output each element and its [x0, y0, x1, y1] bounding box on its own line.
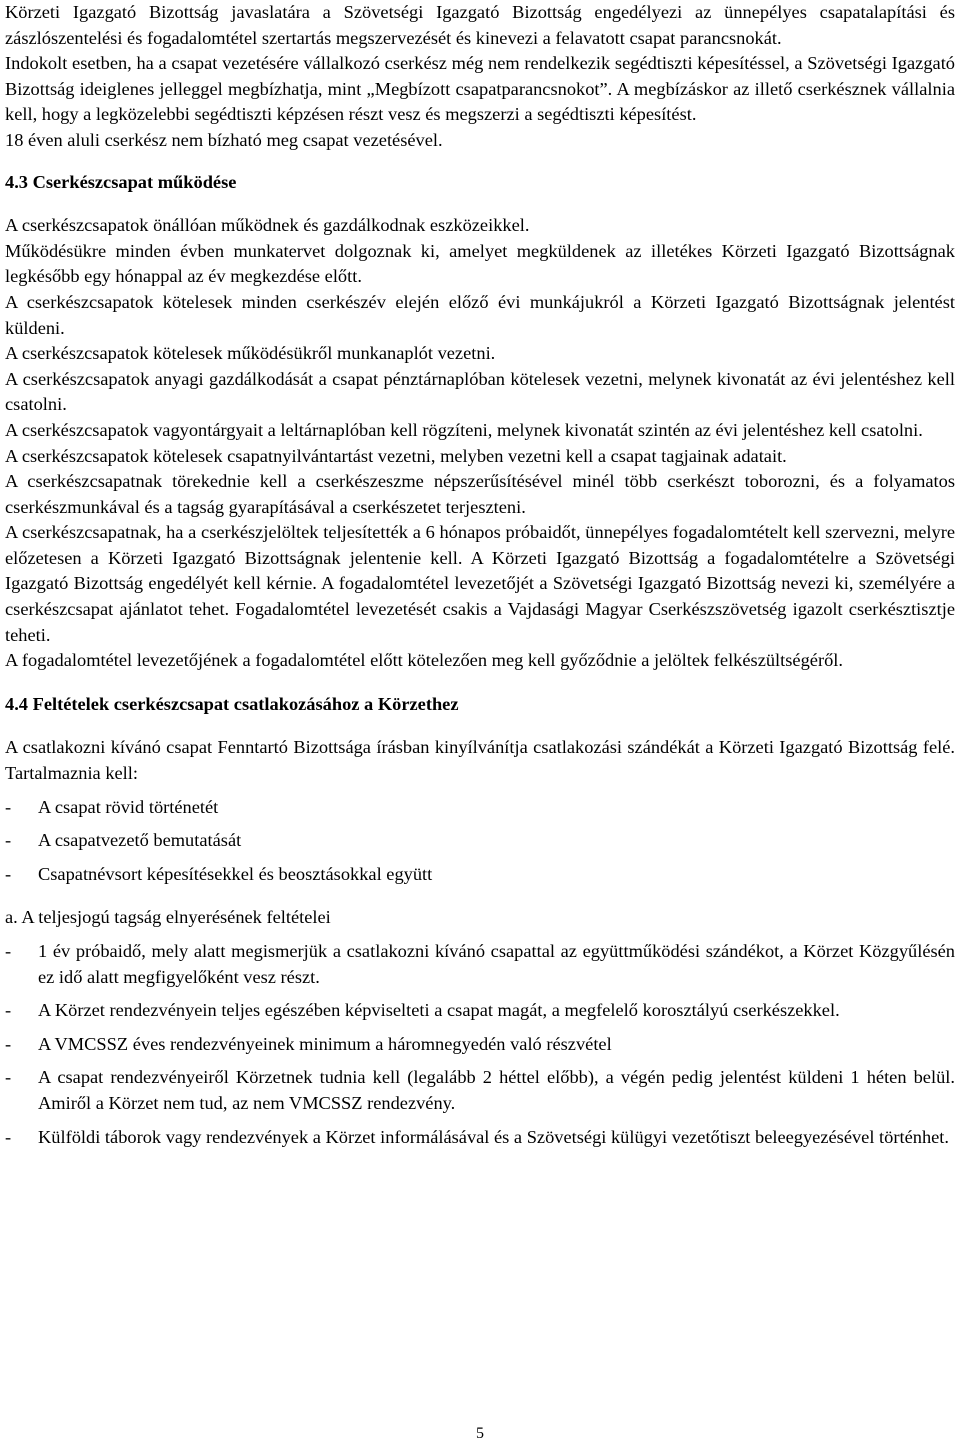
paragraph: A cserkészcsapatok kötelesek minden cserkészév elején előző évi munkájukról a Körzeti Igazgató Bizottságnak jelentést küldeni. [5, 291, 955, 338]
list-item: - A VMCSSZ éves rendezvényeinek minimum a háromnegyedén való részvétel [5, 1033, 612, 1054]
section-body-4-3 [5, 213, 955, 674]
paragraph-age-limit: 18 éven aluli cserkész nem bízható meg csapat vezetésével. [5, 129, 443, 150]
paragraph: A cserkészcsapatnak, ha a cserkészjelöltek teljesítették a 6 hónapos próbaidőt, ünnepélyes fogadalomtételt kell szervezni, melyre előzetesen a Körzeti Igazgató Bizottságnak jelentenie kell. A Körzeti Igazgató Bizottság a fogadalomtételre a Szövetségi Igazgató Bizottság engedélyét kell kérnie. A fogadalomtétel levezetőjét a Szövetségi Igazgató Bizottság nevezi ki, személyére a cserkészcsapat ajánlatot tehet. Fogadalomtétel levezetését csakis a Vajdasági Magyar Cserkészszövetség igazolt cserkésztisztje teheti. [5, 522, 955, 645]
paragraph-join-request: A csatlakozni kívánó csapat Fenntartó Bizottsága írásban kinyílvánítja csatlakozási szándékát a Körzeti Igazgató Bizottság felé. Tartalmaznia kell: [5, 737, 955, 784]
paragraph: A cserkészcsapatok kötelesek működésükről munkanaplót vezetni. [5, 343, 496, 364]
paragraph: A cserkészcsapatnak törekednie kell a cserkészeszme népszerűsítésével minél több cserkészt toborozni, és a folyamatos cserkészmunkával és a tagság gyarapításával a cserkészetet terjeszteni. [5, 471, 955, 517]
paragraph-acting-commander: Indokolt esetben, ha a csapat vezetésére vállalkozó cserkész még nem rendelkezik segédtiszti képesítéssel, a Szövetségi Igazgató Bizottság ideiglenes jelleggel megbízhatja, mint „Megbízott csapatparancsnokot”. A megbízáskor az illető cserkésznek vállalnia kell, hogy a legközelebbi segédtiszti képzésen részt vesz és megszerzi a segédtiszti képesítést. [5, 53, 955, 125]
requirements-list [5, 795, 955, 888]
paragraph: A fogadalomtétel levezetőjének a fogadalomtétel előtt kötelezően meg kell győződnie a jelöltek felkészültségéről. [5, 650, 843, 671]
section-heading-4-3: 4.3 Cserkészcsapat működése [5, 171, 237, 192]
list-item: - A csapatvezető bemutatását [5, 830, 242, 851]
paragraph-founding-approval: Körzeti Igazgató Bizottság javaslatára a Szövetségi Igazgató Bizottság engedélyezi az ünnepélyes csapatalapítási és zászlószentelési és fogadalomtétel szertartás megszervezését és kinevezi a felavatott csapat parancsnokát. [5, 2, 955, 48]
paragraph: Működésükre minden évben munkatervet dolgoznak ki, amelyet megküldenek az illetékes Körzeti Igazgató Bizottságnak legkésőbb egy hónappal az év megkezdése előtt. [5, 240, 955, 287]
membership-heading: a. A teljesjogú tagság elnyerésének feltételei [5, 907, 331, 928]
list-item: - 1 év próbaidő, mely alatt megismerjük a csatlakozni kívánó csapattal az együttműködési szándékot, a Körzet Közgyűlésén ez idő alatt megfigyelőként vesz részt. [5, 941, 955, 987]
paragraph: A cserkészcsapatok önállóan működnek és gazdálkodnak eszközeikkel. [5, 215, 530, 236]
section-heading-4-4: 4.4 Feltételek cserkészcsapat csatlakozásához a Körzethez [5, 693, 459, 714]
list-item: - A csapat rövid történetét [5, 796, 219, 817]
list-item: - A csapat rendezvényeiről Körzetnek tudnia kell (legalább 2 héttel előbb), a végén pedig jelentést küldeni 1 héten belül. Amiről a Körzet nem tud, az nem VMCSSZ rendezvény. [5, 1067, 955, 1113]
document-page [5, 0, 955, 1150]
membership-conditions-list [5, 939, 955, 1150]
list-item: - A Körzet rendezvényein teljes egészében képviselteti a csapat magát, a megfelelő korosztályú cserkészekkel. [5, 1000, 840, 1021]
paragraph: A cserkészcsapatok kötelesek csapatnyilvántartást vezetni, melyben vezetni kell a csapat tagjainak adatait. [5, 445, 787, 466]
paragraph: A cserkészcsapatok vagyontárgyait a leltárnaplóban kell rögzíteni, melynek kivonatát szintén az évi jelentéshez kell csatolni. [5, 419, 923, 440]
list-item: - Csapatnévsort képesítésekkel és beosztásokkal együtt [5, 863, 433, 884]
paragraph: A cserkészcsapatok anyagi gazdálkodását a csapat pénztárnaplóban kötelesek vezetni, melynek kivonatát az évi jelentéshez kell csatolni. [5, 368, 955, 415]
list-item: - Külföldi táborok vagy rendezvények a Körzet informálásával és a Szövetségi külügyi vezetőtiszt beleegyezésével történhet. [5, 1126, 950, 1147]
page-number: 5 [476, 1425, 484, 1442]
